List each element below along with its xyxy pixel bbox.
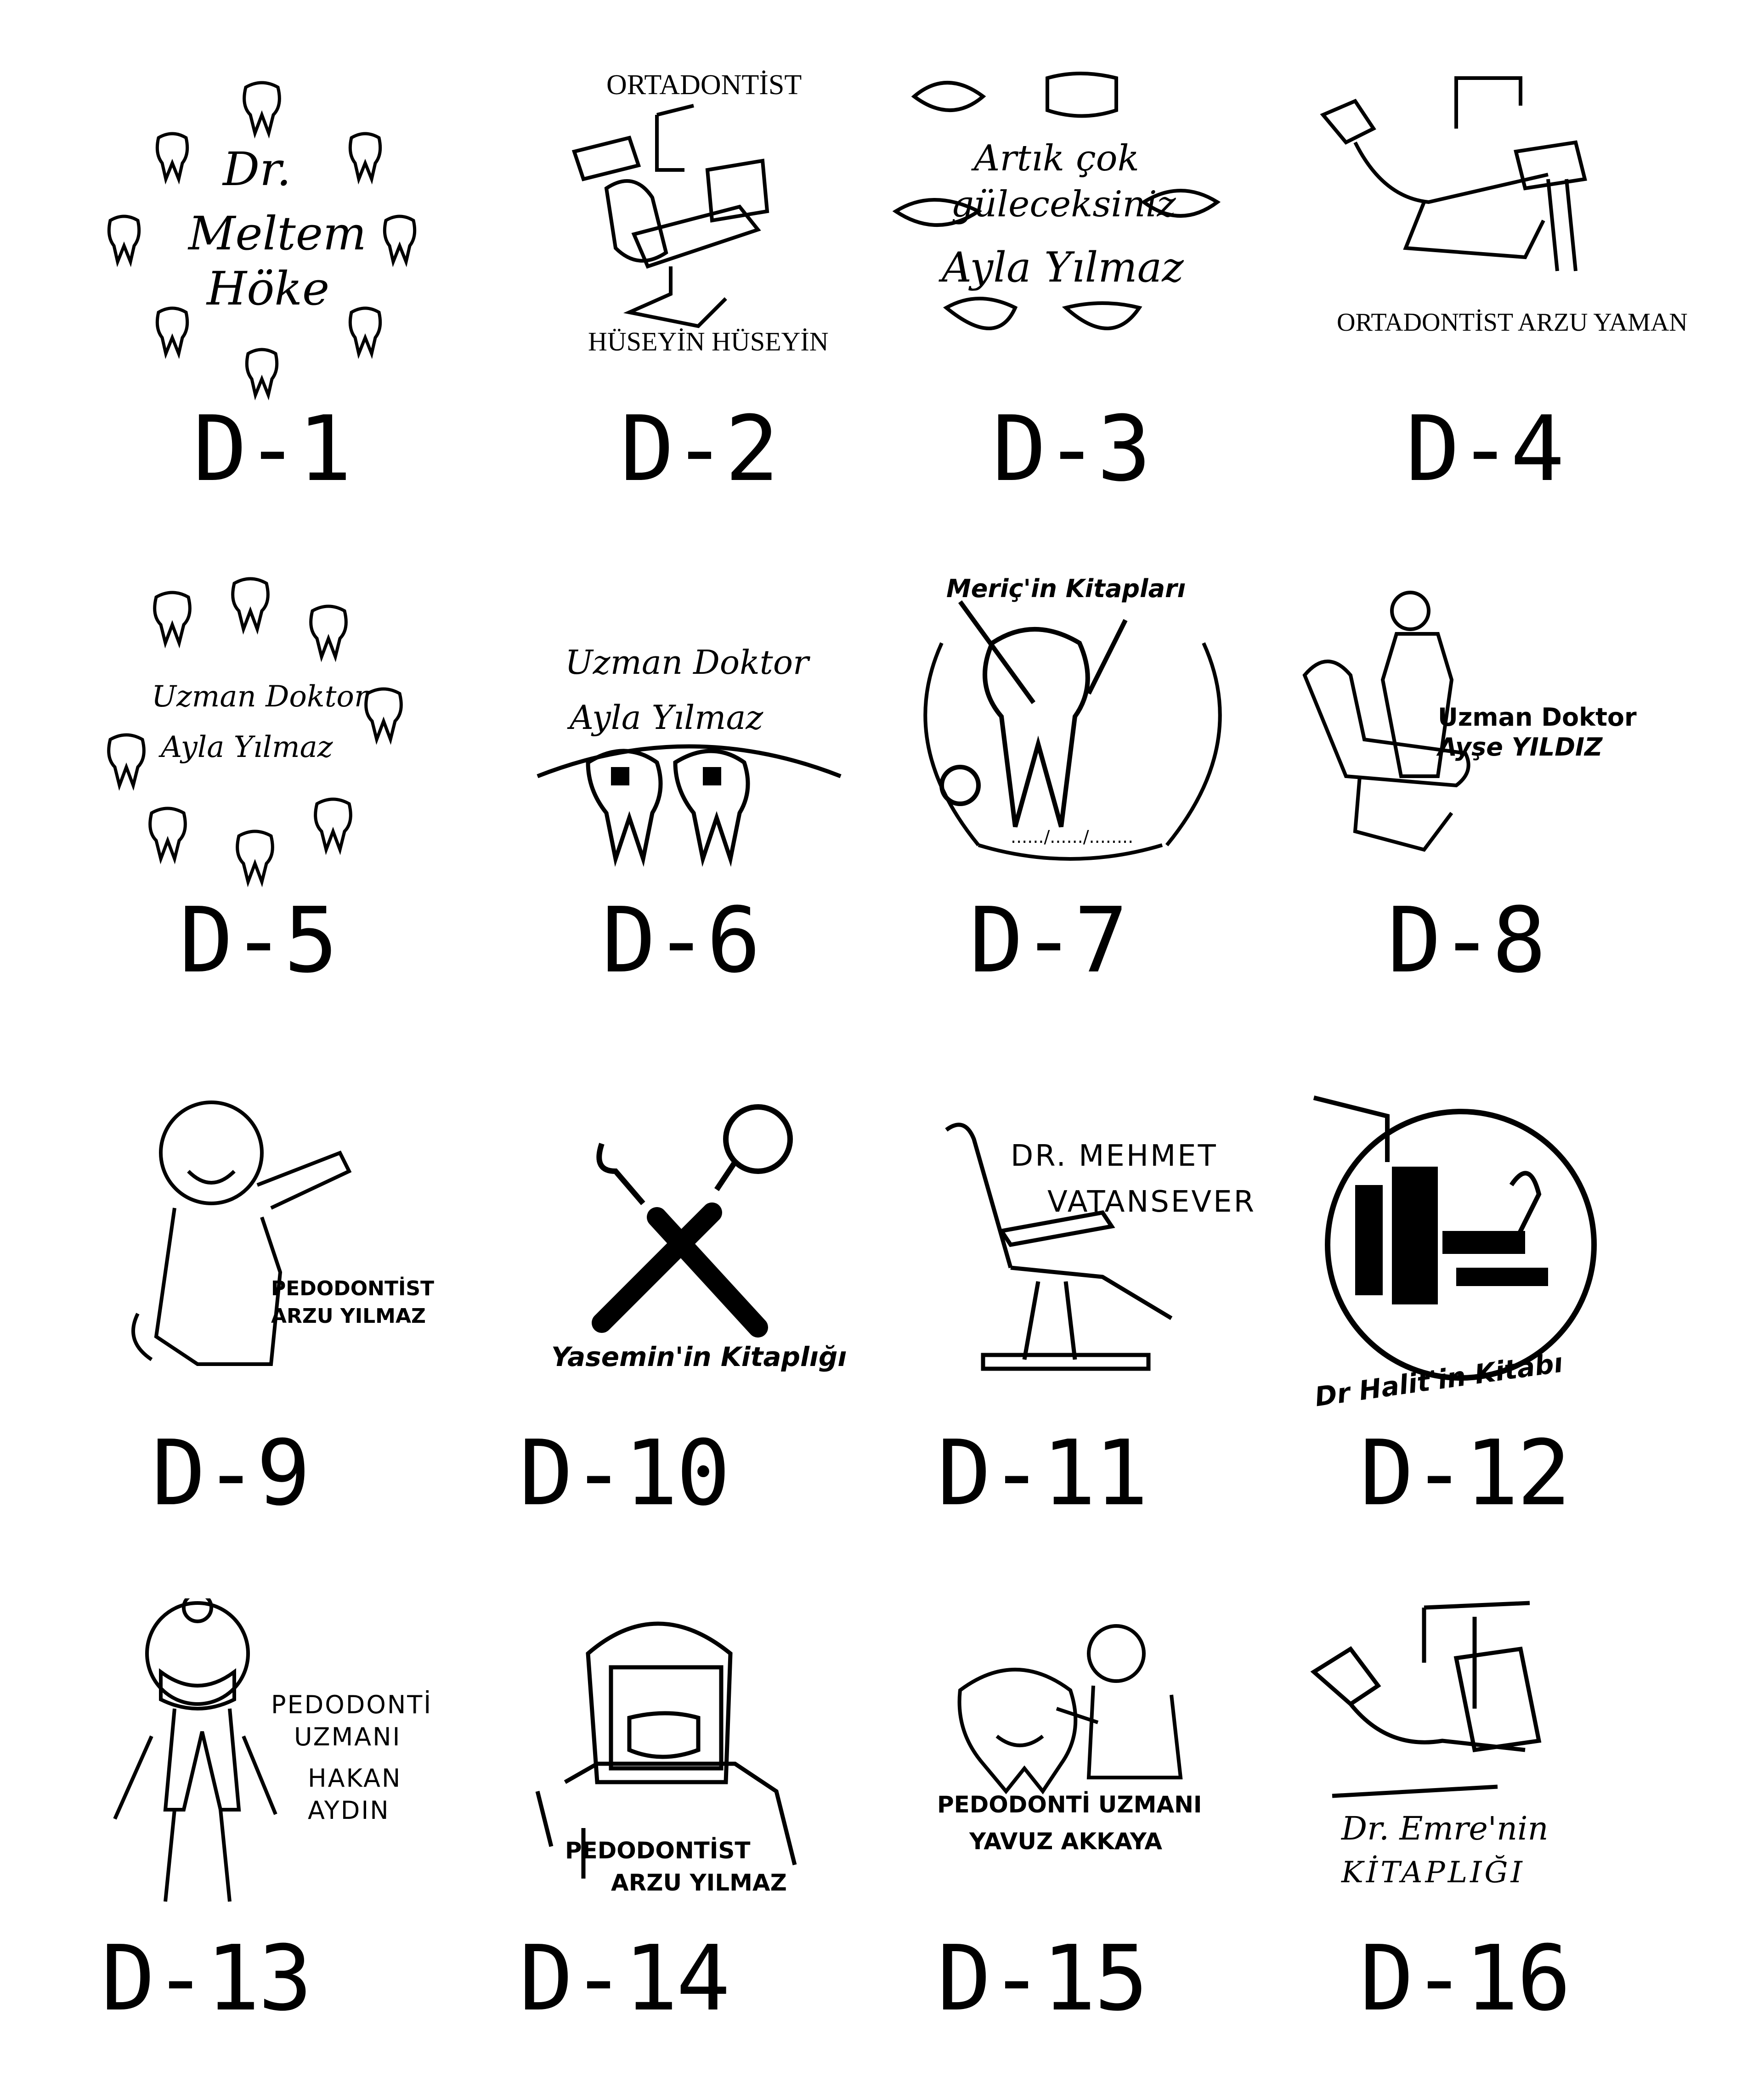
design-d7[interactable] — [887, 574, 1282, 1033]
design-d13[interactable] — [101, 1598, 501, 2058]
d3-line-1: Artık çok — [974, 138, 1139, 179]
design-d2[interactable] — [519, 69, 914, 528]
d10-text: Yasemin'in Kitaplığı — [551, 1341, 847, 1372]
d6-line-2: Ayla Yılmaz — [570, 698, 763, 737]
d14-line-2: ARZU YILMAZ — [611, 1869, 787, 1896]
d4-bottom-text: ORTADONTİST ARZU YAMAN — [1337, 308, 1688, 337]
d13-line-2: UZMANI — [294, 1722, 401, 1751]
design-d6[interactable] — [519, 574, 914, 1033]
d10-code-label: D-10 — [519, 1421, 729, 1526]
d6-bracket-right — [703, 767, 721, 785]
d10-artwork — [519, 1093, 914, 1442]
d7-tooth-icon — [942, 602, 1125, 827]
d16-artwork — [1305, 1598, 1700, 1947]
d15-line-1: PEDODONTİ UZMANI — [937, 1791, 1202, 1818]
d14-line-1: PEDODONTİST — [565, 1837, 751, 1864]
d8-code-label: D-8 — [1387, 888, 1545, 993]
d7-artwork — [887, 574, 1282, 923]
design-d12[interactable] — [1305, 1093, 1700, 1552]
d1-name-line-3: Höke — [207, 262, 330, 316]
design-d3[interactable] — [887, 69, 1282, 528]
design-d11[interactable] — [919, 1093, 1314, 1552]
d6-artwork — [519, 574, 914, 923]
d6-bracket-left — [611, 767, 629, 785]
d16-line-2: KİTAPLIĞI — [1341, 1856, 1525, 1890]
d6-braces-teeth-icon — [537, 746, 841, 859]
d2-dental-chair-icon — [574, 106, 767, 326]
d3-line-2: güleceksiniz — [951, 184, 1176, 225]
design-d1[interactable] — [92, 69, 487, 528]
d9-artwork — [119, 1093, 514, 1442]
d2-top-text: ORTADONTİST — [606, 69, 802, 101]
d3-code-label: D-3 — [992, 397, 1150, 502]
d16-code-label: D-16 — [1360, 1926, 1570, 2031]
d12-bottom-text: Dr Halit'in Kitabı — [1312, 1347, 1565, 1413]
d10-dental-tools-icon — [599, 1107, 790, 1203]
d13-line-3: HAKAN — [308, 1764, 402, 1793]
d16-line-1: Dr. Emre'nin — [1341, 1810, 1549, 1847]
d12-code-label: D-12 — [1360, 1421, 1570, 1526]
d13-artwork — [106, 1598, 501, 1947]
d4-dental-chair-icon — [1323, 78, 1585, 271]
design-d10[interactable] — [519, 1093, 914, 1552]
design-d8[interactable] — [1286, 574, 1681, 1033]
d5-line-1: Uzman Doktor — [152, 680, 368, 714]
d16-dental-chair-icon — [1314, 1603, 1539, 1796]
d6-line-1: Uzman Doktor — [565, 643, 809, 682]
d13-cartoon-dentist-icon — [115, 1598, 276, 1902]
d1-name-line-2: Meltem — [188, 207, 367, 260]
d15-line-2: YAVUZ AKKAYA — [969, 1828, 1162, 1855]
d6-code-label: D-6 — [602, 888, 759, 993]
d13-line-4: AYDIN — [308, 1796, 390, 1825]
d2-code-label: D-2 — [620, 397, 778, 502]
d8-line-1: Uzman Doktor — [1438, 703, 1637, 732]
d2-artwork — [519, 69, 914, 418]
d4-artwork — [1305, 69, 1700, 418]
d5-code-label: D-5 — [179, 888, 337, 993]
d15-artwork — [919, 1598, 1314, 1947]
d11-line-1: DR. MEHMET — [1011, 1139, 1218, 1173]
d1-code-label: D-1 — [193, 397, 351, 502]
d13-code-label: D-13 — [101, 1926, 311, 2031]
d7-dotted-line: ....../....../........ — [1011, 827, 1134, 847]
d10-crossed-handles — [602, 1213, 758, 1327]
d11-line-2: VATANSEVER — [1047, 1185, 1256, 1219]
d2-bottom-text: HÜSEYİN HÜSEYİN — [588, 327, 829, 356]
d9-code-label: D-9 — [152, 1421, 309, 1526]
design-d5[interactable] — [92, 574, 487, 1033]
d7-top-text: Meriç'in Kitapları — [946, 574, 1186, 603]
d7-code-label: D-7 — [969, 888, 1127, 993]
d15-code-label: D-15 — [937, 1926, 1147, 2031]
d5-line-2: Ayla Yılmaz — [161, 730, 333, 764]
d9-line-2: ARZU YILMAZ — [271, 1304, 426, 1328]
design-d9[interactable] — [119, 1093, 514, 1552]
d9-line-1: PEDODONTİST — [271, 1277, 435, 1300]
d1-name-line-1: Dr. — [223, 142, 291, 196]
d8-line-2: Ayşe YILDIZ — [1438, 733, 1603, 762]
d3-line-3: Ayla Yılmaz — [942, 243, 1184, 292]
d15-dentist-and-tooth-icon — [960, 1626, 1181, 1791]
d13-line-1: PEDODONTİ — [271, 1690, 433, 1719]
d4-code-label: D-4 — [1406, 397, 1563, 502]
design-d16[interactable] — [1305, 1598, 1700, 2058]
design-d14[interactable] — [519, 1598, 914, 2058]
d11-code-label: D-11 — [937, 1421, 1147, 1526]
design-d4[interactable] — [1305, 69, 1700, 528]
design-d15[interactable] — [919, 1598, 1314, 2058]
d14-code-label: D-14 — [519, 1926, 729, 2031]
